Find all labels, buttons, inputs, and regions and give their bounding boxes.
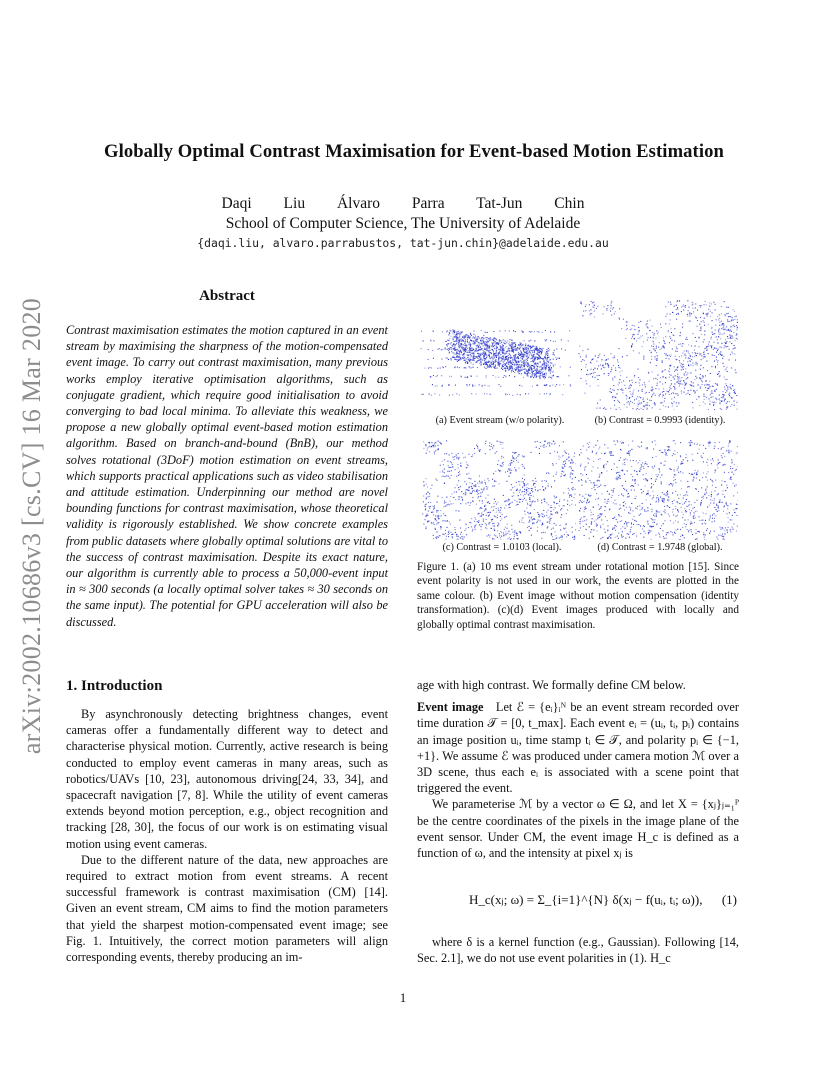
subcaption-a: (a) Event stream (w/o polarity). xyxy=(435,415,565,426)
page-number: 1 xyxy=(399,990,407,1005)
figure-caption: Figure 1. (a) 10 ms event stream under rotational motion [15]. Since event polarity is not used in our work, the events are plotted in the same colour. (b) Event image without motion compensation (identity transformation). (c)(d) Event images produced with locally and globally optimal contrast maximisation. xyxy=(417,561,739,631)
event-image-definition: Let ℰ = {eᵢ}ᵢᴺ be an event stream recorded over time duration 𝒯 = [0, t_max]. Each event eᵢ = (uᵢ, tᵢ, pᵢ) contains an image position uᵢ, time stamp tᵢ ∈ 𝒯, and polarity pᵢ ∈ {−1, +1}. We assume ℰ was produced under camera motion ℳ over a 3D scene, thus each eᵢ is associated with a scene point that triggered the event. xyxy=(417,700,740,796)
right-paragraph-3-wrap xyxy=(417,934,739,966)
equation-body: H_c(xⱼ; ω) = Σ_{i=1}^{N} δ(xⱼ − f(uᵢ, tᵢ; ω)), xyxy=(469,892,703,907)
figure-panel-a xyxy=(420,310,574,410)
abstract-heading: Abstract xyxy=(199,288,255,304)
figure-panel-d xyxy=(578,440,738,540)
figure-panel-c xyxy=(422,440,576,540)
intro-paragraph-2: Due to the different nature of the data, new approaches are required to extract motion from event streams. A recent successful framework is contrast maximisation (CM) [14]. Given an event stream, CM aims to find the motion parameters that yield the sharpest motion-compensated event image; see Fig. 1. Intuitively, the correct motion parameters will align corresponding events, thereby producing an im- xyxy=(66,852,388,965)
figure-panel-b xyxy=(578,300,738,410)
subcaption-b: (b) Contrast = 0.9993 (identity). xyxy=(594,415,726,426)
equation-number: (1) xyxy=(721,892,737,907)
intro-paragraph-1: By asynchronously detecting brightness changes, event cameras offer a fundamentally different way to detect and characterise physical motion. Currently, active research is being conducted to employ event cameras in many areas, such as robotics/UAVs [10, 23], autonomous driving[24, 33, 34], and spacecraft navigation [7, 8]. While the utility of event cameras extends beyond motion perception, e.g., object recognition and tracking [28, 30], the focus of our work is on estimating visual motion using event cameras. xyxy=(66,707,388,851)
event-image-local xyxy=(422,440,576,540)
author-list: Daqi Liu Álvaro Parra Tat-Jun Chin xyxy=(221,195,585,212)
right-paragraph-3: where δ is a kernel function (e.g., Gaussian). Following [14, Sec. 2.1], we do not use event polarities in (1). H_c xyxy=(417,935,739,966)
arxiv-stamp: arXiv:2002.10686v3 [cs.CV] 16 Mar 2020 xyxy=(17,297,46,755)
event-stream-plot xyxy=(420,310,574,410)
paper-title: Globally Optimal Contrast Maximisation for Event-based Motion Estimation xyxy=(104,141,724,162)
author-emails: {daqi.liu, alvaro.parrabustos, tat-jun.chin}@adelaide.edu.au xyxy=(197,236,609,250)
section-heading-introduction: 1. Introduction xyxy=(66,678,163,694)
event-image-global xyxy=(578,440,738,540)
right-paragraph-2: We parameterise ℳ by a vector ω ∈ Ω, and let X = {xⱼ}ⱼ₌₁ᴾ be the centre coordinates of the pixels in the image plane of the event sensor. Under CM, the event image H_c is defined as a function of ω, and the intensity at pixel xⱼ is xyxy=(417,797,739,861)
event-image-identity xyxy=(578,300,738,410)
abstract-text: Contrast maximisation estimates the motion captured in an event stream by maximising the sharpness of the motion-compensated event image. To carry out contrast maximisation, many previous works employ iterative optimisation algorithms, such as conjugate gradient, which require good initialisation to avoid converging to bad local minima. To alleviate this weakness, we propose a new globally optimal event-based motion estimation algorithm. Based on branch-and-bound (BnB), our method solves rotational (3DoF) motion estimation on event streams, which supports practical applications such as video stabilisation and attitude estimation. Underpinning our method are novel bounding functions for contrast maximisation, whose theoretical validity is rigorously established. We show concrete examples from public datasets where globally optimal solutions are vital to the success of contrast maximisation. Despite its exact nature, our algorithm is currently able to process a 50,000-event input in ≈ 300 seconds (a locally optimal solver takes ≈ 30 seconds on the same input). The potential for GPU acceleration will also be discussed. xyxy=(66,323,388,629)
right-paragraph-1 xyxy=(417,699,739,796)
left-column xyxy=(66,706,388,965)
subcaption-d: (d) Contrast = 1.9748 (global). xyxy=(597,542,723,553)
right-column xyxy=(417,677,739,861)
right-paragraph-0: age with high contrast. We formally define CM below. xyxy=(417,678,686,692)
equation-1 xyxy=(417,878,739,926)
subcaption-c: (c) Contrast = 1.0103 (local). xyxy=(442,542,562,553)
affiliation: School of Computer Science, The University of Adelaide xyxy=(225,215,581,232)
paragraph-label-event-image: Event image xyxy=(417,700,484,715)
